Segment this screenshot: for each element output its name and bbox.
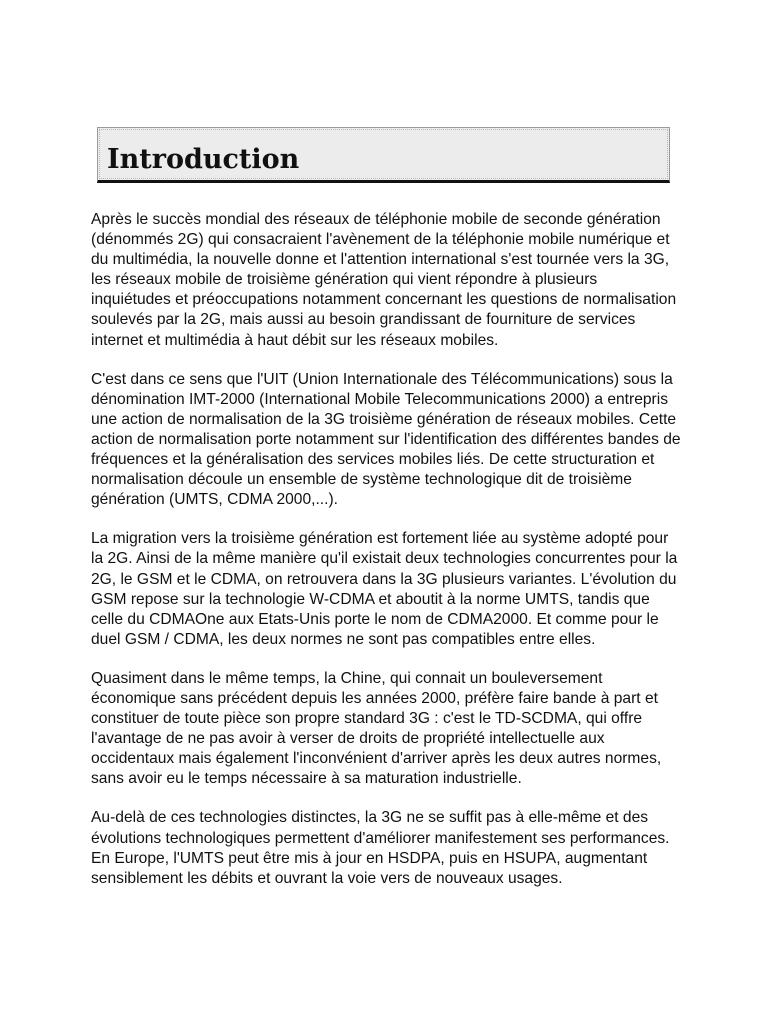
paragraph-5: Au-delà de ces technologies distinctes, la 3G ne se suffit pas à elle-même et des évolutions technologiques permettent d'améliorer manifestement ses performances. En Europe, l'UMTS peut être mis à jour en HSDPA, puis en HSUPA, augmentant sensiblement les débits et ouvrant la voie vers de nouveaux usages.	[91, 809, 670, 887]
paragraph-3: La migration vers la troisième génération est fortement liée au système adopté pour la 2G. Ainsi de la même manière qu'il existait deux technologies concurrentes pour la 2G, le GSM et le CDMA, on retrouvera dans la 3G plusieurs variantes. L'évolution du GSM repose sur la technologie W-CDMA et aboutit à la norme UMTS, tandis que celle du CDMAOne aux Etats-Unis porte le nom de CDMA2000. Et comme pour le duel GSM / CDMA, les deux normes ne sont pas compatibles entre elles.	[91, 530, 678, 648]
paragraph-2: C'est dans ce sens que l'UIT (Union Internationale des Télécommunications) sous la dénomination IMT-2000 (International Mobile Telecommunications 2000) a entrepris une action de normalisation de la 3G troisième génération de réseaux mobiles. Cette action de normalisation porte notamment sur l'identification des différentes bandes de fréquences et la généralisation des services mobiles liés. De cette structuration et normalisation découle un ensemble de système technologique dit de troisième génération (UMTS, CDMA 2000,...).	[91, 370, 681, 509]
paragraph-4: Quasiment dans le même temps, la Chine, qui connait un bouleversement économique sans précédent depuis les années 2000, préfère faire bande à part et constituer de toute pièce son propre standard 3G : c'est le TD-SCDMA, qui offre l'avantage de ne pas avoir à verser de droits de propriété intellectuelle aux occidentaux mais également l'inconvénient d'arriver après les deux autres normes, sans avoir eu le temps nécessaire à sa maturation industrielle.	[91, 669, 662, 788]
section-heading-box	[97, 127, 670, 183]
section-heading: Introduction	[107, 144, 300, 175]
paragraph-1: Après le succès mondial des réseaux de téléphonie mobile de seconde génération (dénommés 2G) qui consacraient l'avènement de la téléphonie mobile numérique et du multimédia, la nouvelle donne et l'attention international s'est tournée vers la 3G, les réseaux mobile de troisième génération qui vient répondre à plusieurs inquiétudes et préoccupations notamment concernant les questions de normalisation soulevés par la 2G, mais aussi au besoin grandissant de fourniture de services internet et multimédia à haut débit sur les réseaux mobiles.	[91, 211, 677, 349]
body-text	[91, 210, 681, 908]
